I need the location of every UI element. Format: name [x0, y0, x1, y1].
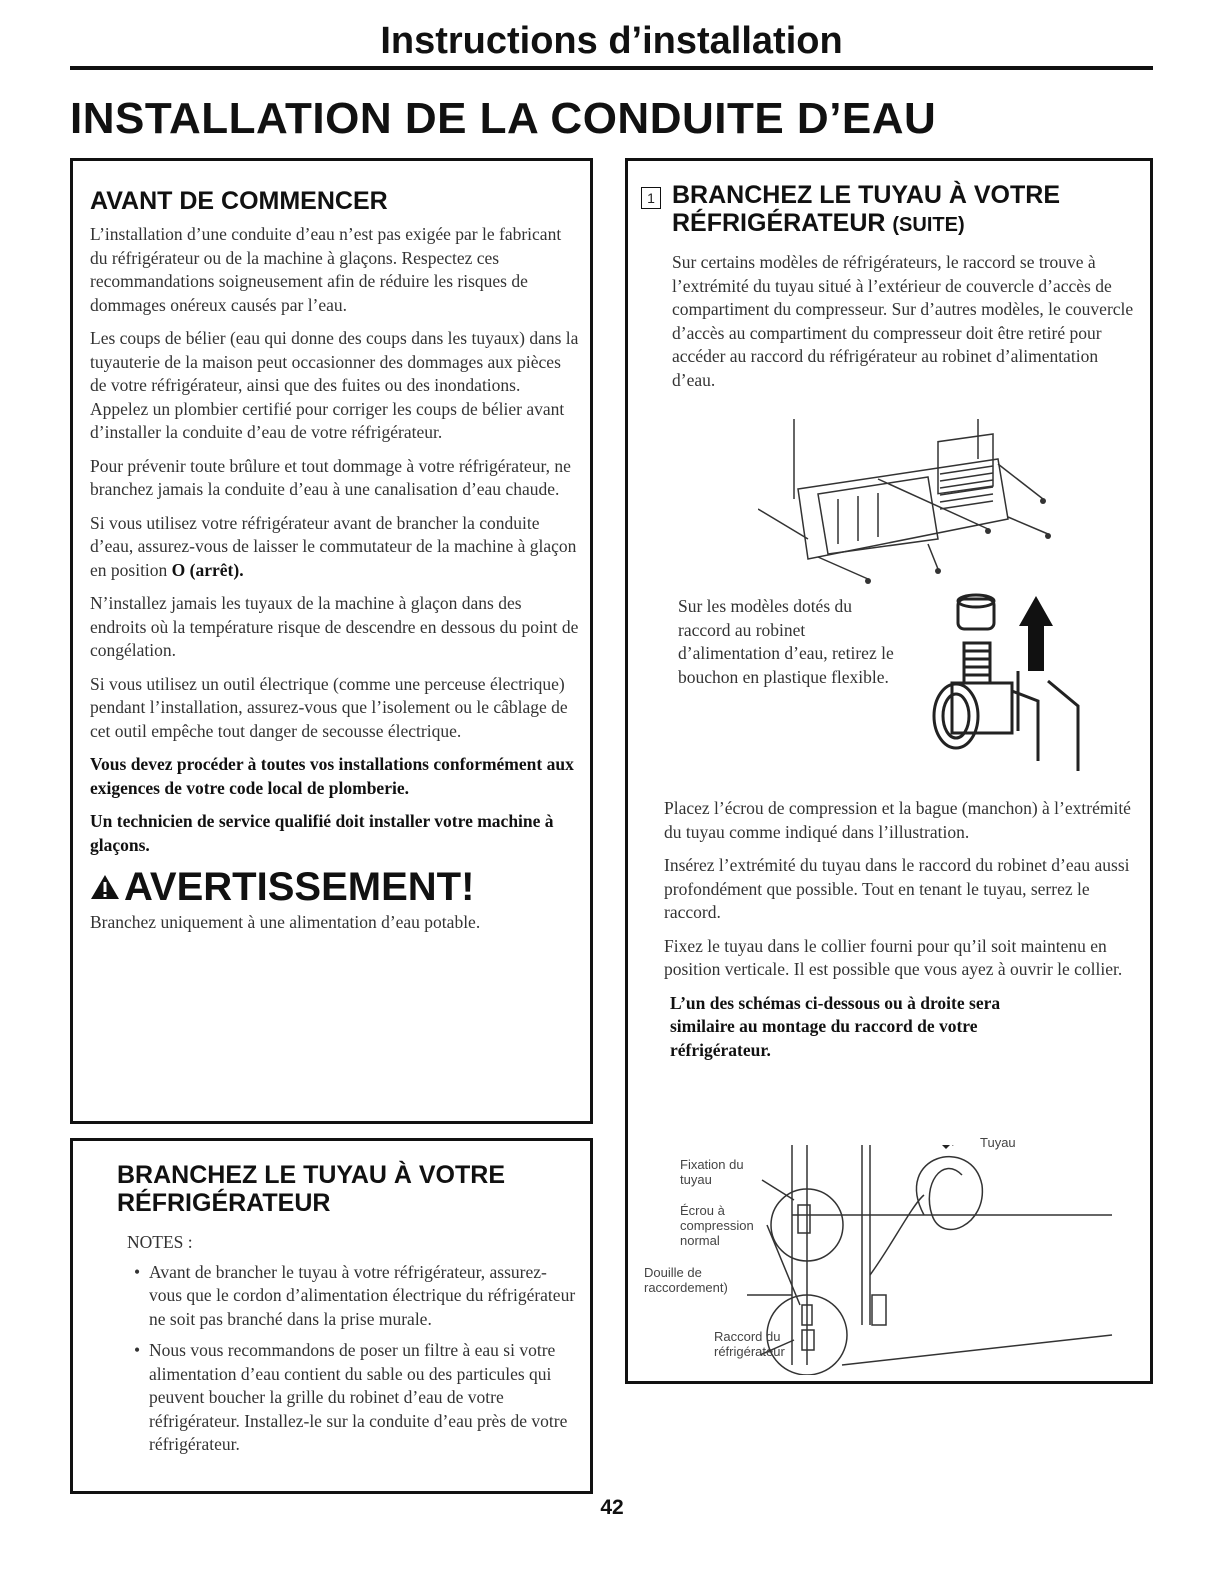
diagram-note: L’un des schémas ci-dessous ou à droite sera similaire au montage du raccord de votre réfrigérateur. [670, 992, 1001, 1060]
suite-heading-suffix: (SUITE) [892, 214, 965, 236]
warning-text: Branchez uniquement à une alimentation d’eau potable. [90, 912, 481, 932]
warning-title: AVERTISSEMENT! [124, 865, 475, 909]
avant-paragraph: Pour prévenir toute brûlure et tout dommage à votre réfrigérateur, ne branchez jamais la conduite d’eau à une canalisation d’eau chaude. [90, 455, 571, 499]
list-item: • Avant de brancher le tuyau à votre réfrigérateur, assurez-vous que le cordon d’alimentation électrique du réfrigérateur ne soit pas branché dans la prise murale. [149, 1261, 577, 1332]
avant-heading: AVANT DE COMMENCER [90, 187, 388, 215]
branchez-heading-line2: RÉFRIGÉRATEUR [117, 1189, 331, 1217]
technician-note: Un technicien de service qualifié doit installer votre machine à glaçons. [90, 811, 554, 855]
notes-label: NOTES : [127, 1232, 193, 1252]
list-item: • Nous vous recommandons de poser un filtre à eau si votre alimentation d’eau contient du sable ou des particules qui peuvent boucher la grille du robinet d’eau de votre réfrigérateur. Installez-le sur la conduite d’eau près de votre réfrigérateur. [149, 1339, 577, 1457]
header-rule [70, 66, 1153, 70]
branchez-heading-line1: BRANCHEZ LE TUYAU À VOTRE [117, 1161, 505, 1189]
branchez-section [70, 1138, 593, 1494]
warning-icon [90, 873, 120, 901]
step-number: 1 [641, 187, 661, 209]
suite-paragraph: Insérez l’extrémité du tuyau dans le raccord du robinet d’eau aussi profondément que possible. Tout en tenant le tuyau, serrez le raccord. [664, 855, 1130, 922]
valve-cap-illustration [928, 591, 1098, 781]
suite-section [625, 158, 1153, 1384]
avant-paragraph [90, 512, 580, 583]
suite-paragraph: Placez l’écrou de compression et la bague (manchon) à l’extrémité du tuyau comme indiqué dans l’illustration. [664, 798, 1131, 842]
label-tuyau: Tuyau [980, 1135, 1016, 1150]
avant-paragraph: N’installez jamais les tuyaux de la machine à glaçon dans des endroits où la température risque de descendre en dessous du point de congélation. [90, 593, 579, 660]
suite-heading-line1: BRANCHEZ LE TUYAU À VOTRE [672, 181, 1060, 209]
page-header: Instructions d’installation [380, 20, 843, 62]
notes-list [127, 1261, 577, 1457]
avant-paragraph: L’installation d’une conduite d’eau n’est pas exigée par le fabricant du réfrigérateur ou de la machine à glaçons. Respectez ces recommandations soigneusement afin de réduire les risques de dommages onéreux causés par l’eau. [90, 224, 562, 315]
avant-paragraph: Si vous utilisez un outil électrique (comme une perceuse électrique) pendant l’installation, assurez-vous que l’isolement ou le câblage de cet outil empêche tout danger de secousse électrique. [90, 673, 568, 741]
suite-heading [672, 181, 1142, 239]
suite-heading-line2: RÉFRIGÉRATEUR [672, 209, 886, 237]
avant-paragraph-text: Si vous utilisez votre réfrigérateur avant de brancher la conduite d’eau, assurez-vous de laisser le commutateur de la machine à glaçon en position [90, 512, 577, 580]
cap-removal-text: Sur les modèles dotés du raccord au robinet d’alimentation d’eau, retirez le bouchon en plastique flexible. [678, 596, 894, 687]
avant-section [70, 158, 593, 1124]
plumbing-code-note: Vous devez procéder à toutes vos installations conformément aux exigences de votre code local de plomberie. [90, 754, 574, 798]
page-number: 42 [600, 1496, 624, 1519]
arrow-up-icon [1019, 596, 1053, 671]
warning-banner [90, 867, 580, 907]
suite-intro: Sur certains modèles de réfrigérateurs, le raccord se trouve à l’extrémité du tuyau situé à l’extérieur de couvercle d’accès de compartiment du compresseur. Sur d’autres modèles, le couvercle d’accès au compartiment du compresseur doit être retiré pour accéder au raccord du réfrigérateur au robinet d’alimentation d’eau. [672, 252, 1134, 390]
compressor-cover-illustration [758, 419, 1058, 589]
avant-paragraph: Les coups de bélier (eau qui donne des coups dans les tuyaux) dans la tuyauterie de la maison peut occasionner des dommages aux pièces de votre réfrigérateur, ainsi que des fuites ou des inondations. Appelez un plombier certifié pour corriger les coups de bélier avant d’installer la conduite d’eau de votre réfrigérateur. [90, 328, 579, 442]
label-raccord: Raccord du réfrigérateur [714, 1329, 785, 1359]
page-title: INSTALLATION DE LA CONDUITE D’EAU [70, 94, 937, 143]
switch-position: O (arrêt). [171, 559, 244, 580]
label-ecrou: Écrou à compression normal [680, 1203, 754, 1248]
label-douille: Douille de raccordement) [644, 1265, 728, 1295]
branchez-heading [117, 1161, 577, 1217]
suite-paragraph: Fixez le tuyau dans le collier fourni pour qu’il soit maintenu en position verticale. Il est possible que vous ayez à ouvrir le collier. [664, 935, 1123, 979]
label-fixation: Fixation du tuyau [680, 1157, 744, 1187]
